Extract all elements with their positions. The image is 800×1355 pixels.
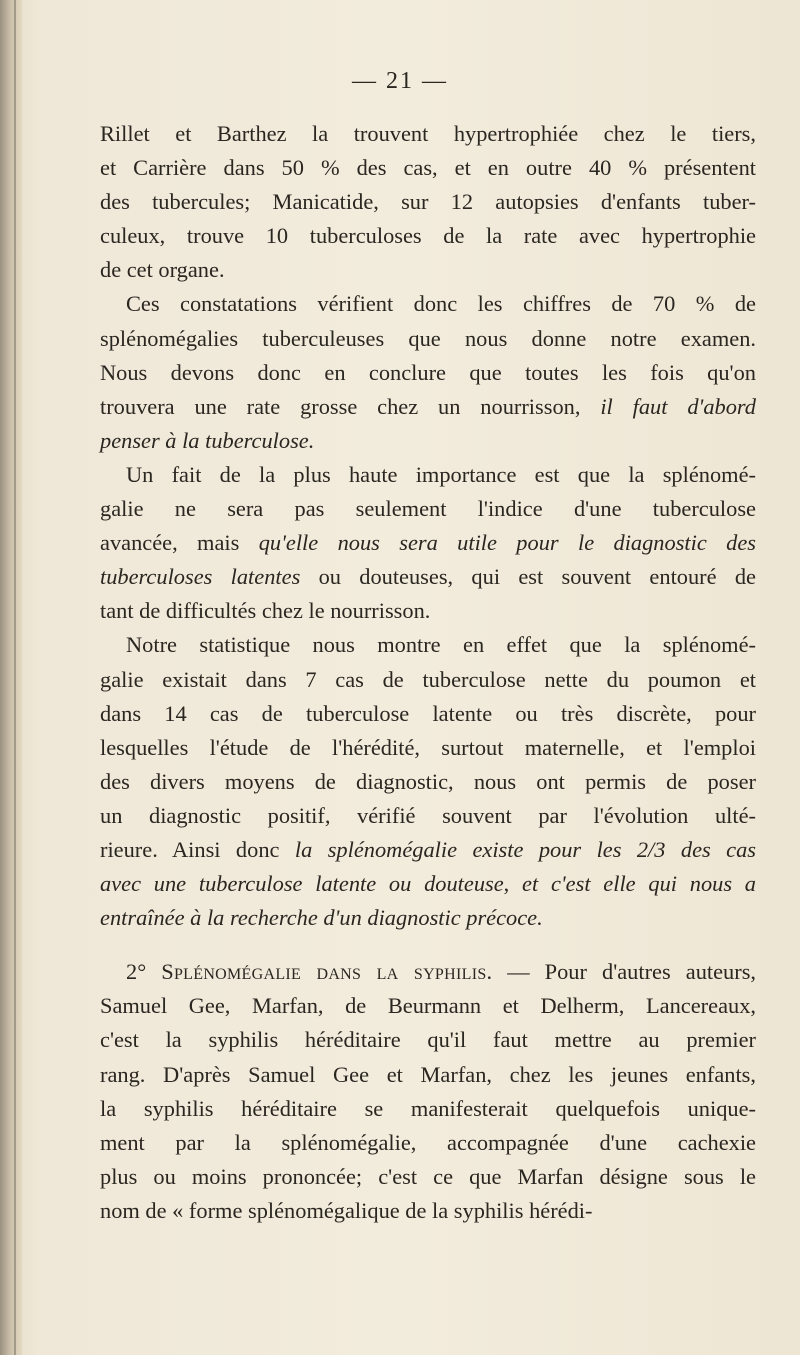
text-line bbox=[100, 1194, 756, 1228]
text-line bbox=[100, 989, 756, 1023]
text-line bbox=[100, 424, 756, 458]
text-segment: 2° bbox=[126, 959, 162, 985]
text-line bbox=[100, 356, 756, 390]
text-line bbox=[100, 219, 756, 253]
text-line bbox=[100, 458, 756, 492]
italic-text-segment: avec une tuberculose latente ou douteuse bbox=[100, 871, 504, 897]
text-segment: avancée, mais bbox=[100, 530, 259, 556]
text-line bbox=[100, 1058, 756, 1092]
text-line bbox=[100, 151, 756, 185]
text-line bbox=[100, 697, 756, 731]
text-line bbox=[100, 867, 756, 901]
text-segment: et Carrière dans 50 % des cas, et en outre 40 % présentent bbox=[100, 155, 756, 181]
italic-text-segment: entraînée à la recherche d'un diagnostic précoce. bbox=[100, 905, 543, 931]
italic-text-segment: penser à la tuberculose. bbox=[100, 427, 315, 453]
text-line bbox=[100, 1023, 756, 1057]
text-segment: culeux, trouve 10 tuberculoses de la rate avec hypertrophie bbox=[100, 223, 756, 249]
text-segment: Ces constatations vérifient donc les chiffres de 70 % de bbox=[126, 291, 756, 317]
text-segment: Notre statistique nous montre en effet que la splénomé- bbox=[126, 632, 756, 658]
text-segment: nom de « forme splénomégalique de la syphilis hérédi- bbox=[100, 1197, 593, 1223]
text-segment: plus ou moins prononcée; c'est ce que Marfan désigne sous le bbox=[100, 1163, 756, 1189]
text-line bbox=[100, 287, 756, 321]
text-line bbox=[100, 560, 756, 594]
text-line bbox=[100, 833, 756, 867]
text-segment: trouvera une rate grosse chez un nourrisson, bbox=[100, 393, 601, 419]
text-segment: rang. D'après Samuel Gee et Marfan, chez les jeunes enfants, bbox=[100, 1061, 756, 1087]
text-line bbox=[100, 117, 756, 151]
text-segment: Samuel Gee, Marfan, de Beurmann et Delherm, Lancereaux, bbox=[100, 993, 756, 1019]
italic-text-segment: il faut d'abord bbox=[600, 393, 756, 419]
text-line bbox=[100, 1126, 756, 1160]
book-gutter bbox=[0, 0, 22, 1355]
text-line bbox=[100, 901, 756, 935]
text-segment: Rillet et Barthez la trouvent hypertrophiée chez le tiers, bbox=[100, 121, 756, 146]
text-line bbox=[100, 628, 756, 662]
text-segment: lesquelles l'étude de l'hérédité, surtout maternelle, et l'emploi bbox=[100, 734, 756, 760]
text-segment: un diagnostic positif, vérifié souvent par l'évolution ulté- bbox=[100, 802, 756, 828]
italic-text-segment: qu'elle nous sera utile pour le diagnostic des bbox=[258, 530, 756, 556]
text-line bbox=[100, 663, 756, 697]
text-line bbox=[100, 594, 756, 628]
text-segment: galie ne sera pas seulement l'indice d'une tuberculose bbox=[100, 496, 756, 522]
text-segment: de cet organe. bbox=[100, 257, 225, 283]
text-segment: tant de difficultés chez le nourrisson. bbox=[100, 598, 431, 624]
text-segment: dans 14 cas de tuberculose latente ou très discrète, pour bbox=[100, 700, 756, 726]
text-line bbox=[100, 492, 756, 526]
text-segment: , bbox=[503, 871, 523, 897]
text-segment: la syphilis héréditaire se manifesterait quelquefois unique- bbox=[100, 1095, 756, 1121]
text-line bbox=[100, 765, 756, 799]
text-line bbox=[100, 185, 756, 219]
italic-text-segment: et c'est elle qui nous a bbox=[522, 871, 756, 897]
text-line bbox=[100, 799, 756, 833]
italic-text-segment: tuberculoses latentes bbox=[100, 564, 301, 590]
text-line bbox=[100, 322, 756, 356]
text-line bbox=[100, 253, 756, 287]
text-line bbox=[100, 955, 756, 989]
body-text bbox=[100, 117, 756, 1228]
text-segment: Un fait de la plus haute importance est que la splénomé- bbox=[126, 461, 756, 487]
text-segment: galie existait dans 7 cas de tuberculose nette du poumon et bbox=[100, 666, 756, 692]
text-line bbox=[100, 390, 756, 424]
text-segment: splénomégalies tuberculeuses que nous donne notre examen. bbox=[100, 325, 756, 351]
text-line bbox=[100, 1092, 756, 1126]
text-segment: ment par la splénomégalie, accompagnée d'une cachexie bbox=[100, 1129, 756, 1155]
italic-text-segment: la splénomégalie existe pour les 2/3 des cas bbox=[294, 836, 756, 862]
text-line bbox=[100, 1160, 756, 1194]
text-line bbox=[100, 731, 756, 765]
text-line bbox=[100, 526, 756, 560]
text-segment: ou douteuses, qui est souvent entouré de bbox=[300, 564, 756, 590]
text-segment: c'est la syphilis héréditaire qu'il faut mettre au premier bbox=[100, 1027, 756, 1053]
text-segment: rieure. Ainsi donc bbox=[100, 836, 295, 862]
text-segment: . — Pour d'autres auteurs, bbox=[486, 959, 757, 985]
gutter-shadow-line bbox=[14, 0, 16, 1355]
page-number: — 21 — bbox=[352, 68, 448, 94]
text-segment: des tubercules; Manicatide, sur 12 autopsies d'enfants tuber- bbox=[100, 189, 756, 215]
text-segment: des divers moyens de diagnostic, nous ont permis de poser bbox=[100, 768, 756, 794]
text-segment: Splénomégalie dans la syphilis bbox=[161, 959, 487, 985]
text-segment: Nous devons donc en conclure que toutes les fois qu'on bbox=[100, 359, 756, 385]
